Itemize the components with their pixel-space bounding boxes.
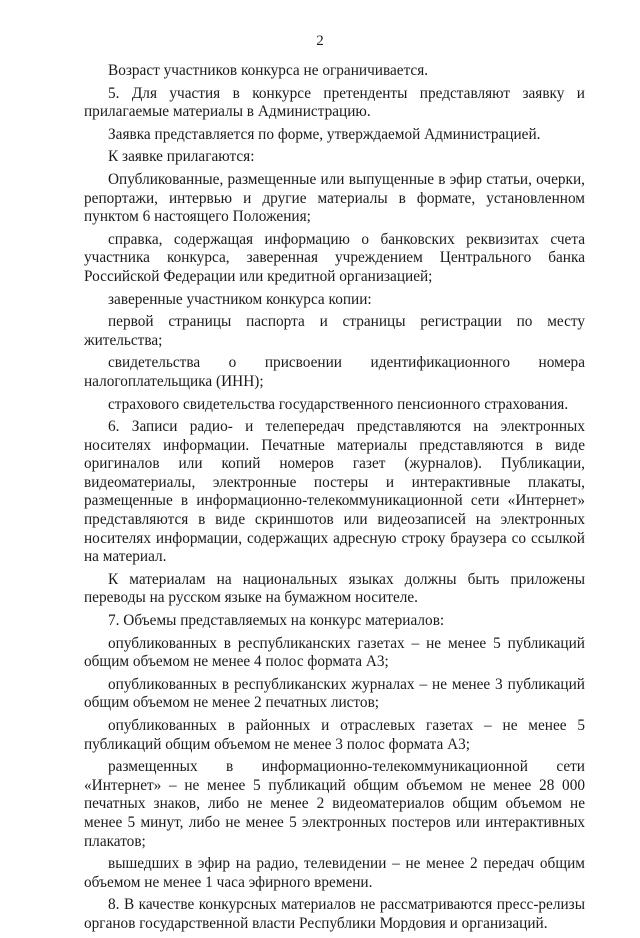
paragraph-republic-newspapers: опубликованных в республиканских газетах – не менее 5 публикаций общим объемом не менее 4 полос формата А3; bbox=[84, 634, 585, 671]
document-body bbox=[84, 62, 585, 938]
paragraph-district-newspapers: опубликованных в районных и отраслевых газетах – не менее 5 публикаций общим объемом не менее 3 полос формата А3; bbox=[84, 717, 585, 753]
paragraph-attachments-intro: К заявке прилагаются: bbox=[108, 148, 255, 166]
paragraph-inn: свидетельства о присвоении идентификационного номера налогоплательщика (ИНН); bbox=[84, 354, 585, 390]
paragraph-item-5: 5. Для участия в конкурсе претенденты представляют заявку и прилагаемые материалы в Администрацию. bbox=[84, 84, 585, 121]
paragraph-national-languages: К материалам на национальных языках должны быть приложены переводы на русском языке на бумажном носителе. bbox=[84, 570, 585, 607]
paragraph-passport: первой страницы паспорта и страницы регистрации по месту жительства; bbox=[84, 313, 585, 349]
paragraph-published-materials: Опубликованные, размещенные или выпущенные в эфир статьи, очерки, репортажи, интервью и другие материалы в формате, установленном пунктом 6 настоящего Положения; bbox=[84, 170, 585, 226]
paragraph-age: Возраст участников конкурса не ограничивается. bbox=[108, 62, 429, 79]
paragraph-republic-magazines: опубликованных в республиканских журналах – не менее 3 публикаций общим объемом не менее 2 печатных листов; bbox=[84, 675, 585, 712]
paragraph-application-form: Заявка представляется по форме, утверждаемой Администрацией. bbox=[108, 125, 541, 143]
paragraph-bank-details: справка, содержащая информацию о банковских реквизитах счета участника конкурса, заверенная учреждением Центрального банка Российской Федерации или кредитной организацией; bbox=[84, 230, 585, 285]
paragraph-certified-copies: заверенные участником конкурса копии: bbox=[108, 290, 372, 308]
paragraph-item-6: 6. Записи радио- и телепередач представляются на электронных носителях информации. Печатные материалы представляются в виде оригиналов или копий номеров газет (журналов). Публикации, видеоматериалы, электронные постеры и интерактивные плакаты, размещенные в информационно-телекоммуникационной сети «Интернет» представляются в виде скриншотов или видеозаписей на электронных носителях информации, содержащих адресную строку браузера со ссылкой на материал. bbox=[84, 418, 585, 566]
page-number: 2 bbox=[316, 33, 324, 49]
paragraph-internet: размещенных в информационно-телекоммуникационной сети «Интернет» – не менее 5 публикаций общим объемом не менее 28 000 печатных знаков, либо не менее 2 видеоматериалов общим объемом не менее 5 минут, либо не менее 5 электронных постеров или интерактивных плакатов; bbox=[84, 758, 585, 850]
paragraph-broadcast: вышедших в эфир на радио, телевидении – не менее 2 передач общим объемом не менее 1 часа эфирного времени. bbox=[84, 855, 585, 891]
paragraph-pension-insurance: страхового свидетельства государственного пенсионного страхования. bbox=[108, 395, 569, 413]
paragraph-item-8: 8. В качестве конкурсных материалов не рассматриваются пресс-релизы органов государственной власти Республики Мордовия и организаций. bbox=[84, 896, 585, 932]
paragraph-item-7: 7. Объемы представляемых на конкурс материалов: bbox=[108, 612, 445, 630]
